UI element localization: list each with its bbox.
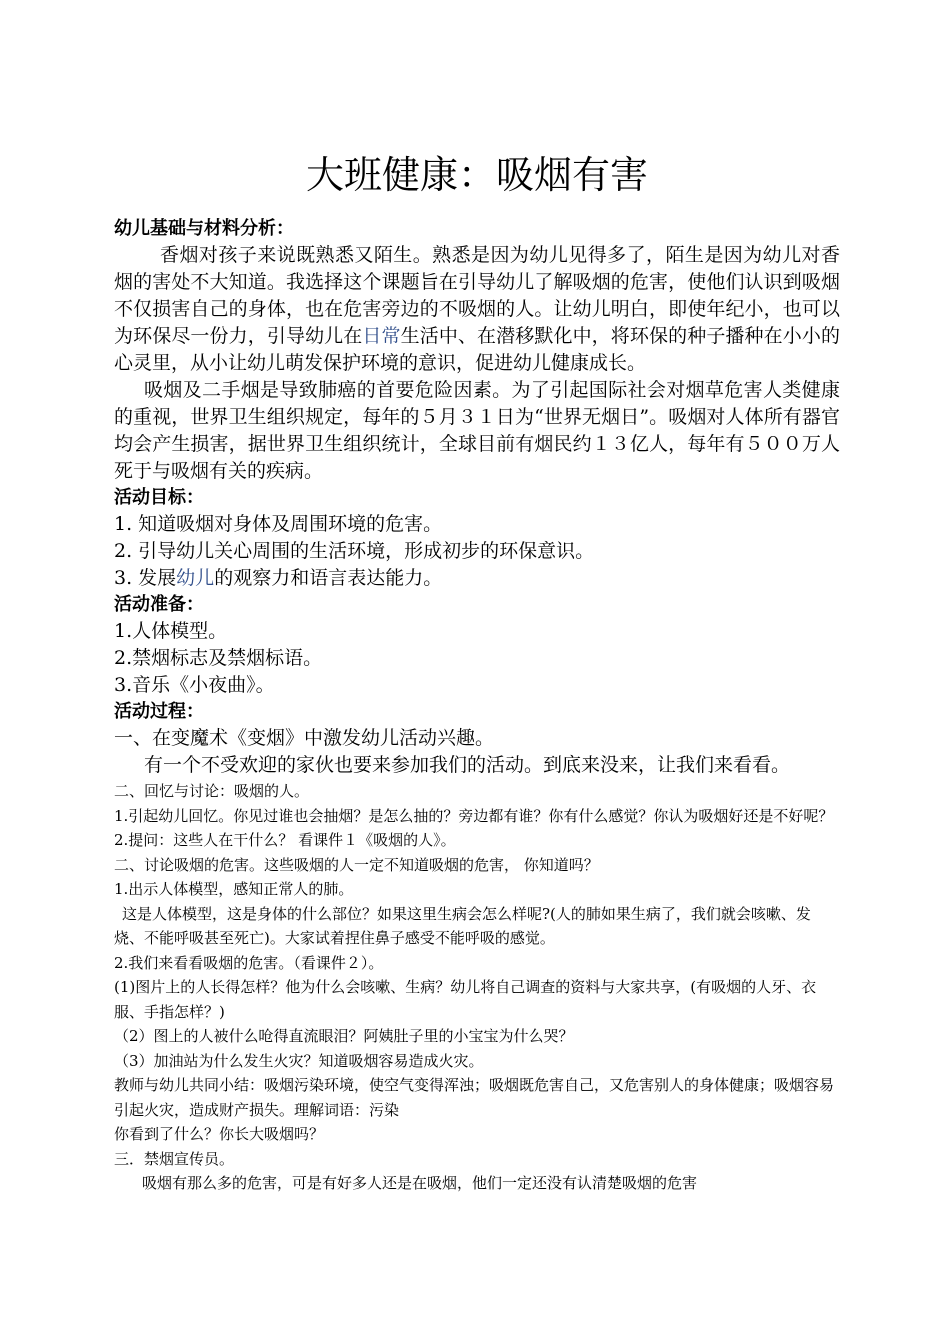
ask-text: 你看到了什么？你长大吸烟吗？ [114,1125,325,1143]
goals-heading: 活动目标： [114,487,204,508]
question-1: (1)图片上的人长得怎样？他为什么会咳嗽、生病？幼儿将自己调查的资料与大家共享，(有吸烟的人牙、衣服、手指怎样？) [114,978,817,1021]
goal-item-3 [114,565,840,592]
document-page [114,148,840,1196]
step-3-item-1-text: 这是人体模型，这是身体的什么部位？如果这里生病会怎么样呢?(人的肺如果生病了，我们就会咳嗽、发烧、不能呼吸甚至死亡)。大家试着捏住鼻子感受不能呼吸的感觉。 [114,904,811,947]
goal3-text-a: 3. 发展 [114,567,177,589]
step-2-item-1: 1.引起幼儿回忆。你见过谁也会抽烟？是怎么抽的？旁边都有谁？你有什么感觉？你认为吸烟好还是不好呢？ [114,806,834,825]
analysis-paragraph-2: 吸烟及二手烟是导致肺癌的首要危险因素。为了引起国际社会对烟草危害人类健康的重视，世界卫生组织规定，每年的５月３１日为“世界无烟日”。吸烟对人体所有器官均会产生损害，据世界卫生组织统计，全球目前有烟民约１３亿人，每年有５００万人死于与吸烟有关的疾病。 [114,379,840,482]
analysis-heading: 幼儿基础与材料分析： [114,218,294,239]
step-3-title: 二、讨论吸烟的危害。这些吸烟的人一定不知道吸烟的危害， 你知道吗？ [114,855,599,874]
goal3-text-b: 的观察力和语言表达能力。 [214,567,443,589]
step-1-text: 有一个不受欢迎的家伙也要来参加我们的活动。到底来没来，让我们来看看。 [144,754,791,776]
analysis-text-a: 香烟对孩子来说既熟悉又陌生。熟悉是因为幼儿见得多了，陌生是因为幼儿对香烟的害处不大知道。我选择这个课题旨在引导幼儿了解吸烟的危害，使他们认识到吸烟不仅损害自己的身体，也在危害旁边的不吸烟的人。让幼儿明白，即使年纪小，也可以为环保尽一份力，引导幼儿在 [114,244,840,347]
goal-item-1: 1. 知道吸烟对身体及周围环境的危害。 [114,513,443,535]
step-3-item-2: 2.我们来看看吸烟的危害。（看课件２）。 [114,953,384,972]
step-2-title: 二、回忆与讨论：吸烟的人。 [114,782,310,800]
step-2-item-2: 2.提问：这些人在干什么？ 看课件１《吸烟的人》。 [114,831,456,849]
step-4-text: 吸烟有那么多的危害，可是有好多人还是在吸烟，他们一定还没有认清楚吸烟的危害 [142,1174,698,1192]
process-heading: 活动过程： [114,701,204,722]
analysis-text-b: 生活中、在潜移默化中，将环保的种子播种在小小的心灵里，从小让幼儿萌发保护环境的意识，促进幼儿健康成长。 [114,325,840,374]
summary-text: 教师与幼儿共同小结：吸烟污染环境，使空气变得浑浊；吸烟既危害自己，又危害别人的身体健康；吸烟容易引起火灾，造成财产损失。理解词语：污染 [114,1076,835,1119]
goal-item-2: 2. 引导幼儿关心周围的生活环境，形成初步的环保意识。 [114,540,595,562]
prep-item-1: 1.人体模型。 [114,620,228,642]
step-1-title: 一、在变魔术《变烟》中激发幼儿活动兴趣。 [114,727,495,749]
step-4-title: 三．禁烟宣传员。 [114,1149,235,1168]
child-link[interactable]: 幼儿 [176,567,215,589]
prep-heading: 活动准备： [114,594,204,615]
prep-item-3: 3.音乐《小夜曲》。 [114,674,275,696]
question-3: （3）加油站为什么发生火灾？知道吸烟容易造成火灾。 [114,1051,484,1070]
analysis-paragraph-1 [114,242,840,377]
page-title: 大班健康：吸烟有害 [305,153,648,197]
question-2: （2）图上的人被什么呛得直流眼泪？阿姨肚子里的小宝宝为什么哭？ [114,1027,574,1045]
prep-item-2: 2.禁烟标志及禁烟标语。 [114,647,323,669]
step-3-item-1: 1.出示人体模型，感知正常人的肺。 [114,880,354,898]
daily-link[interactable]: 日常 [362,325,401,347]
